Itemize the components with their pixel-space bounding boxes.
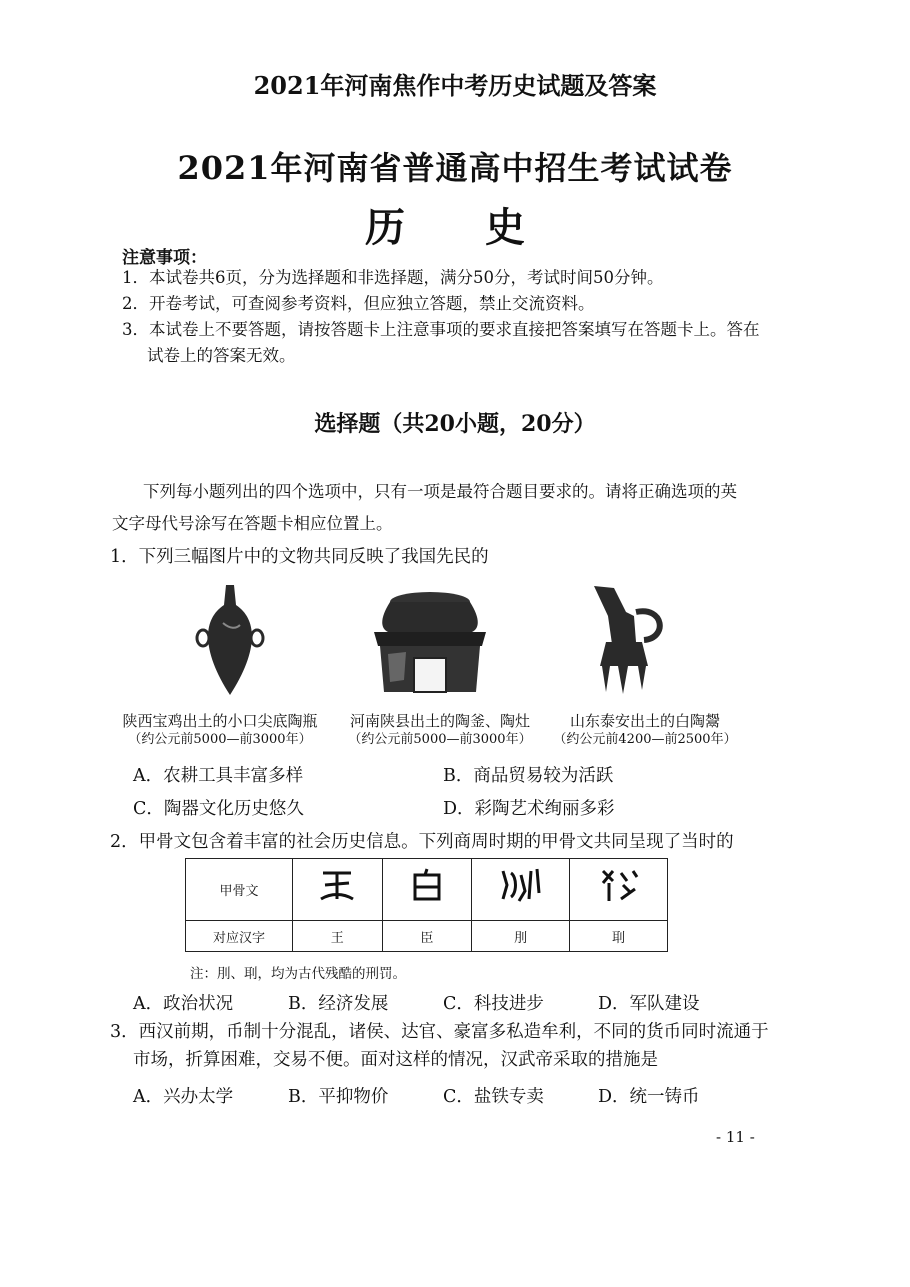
q2-note: 注：刖、刵，均为古代残酷的刑罚。 — [190, 966, 406, 982]
oracle-row-label: 甲骨文 — [186, 859, 293, 921]
q3-option-c[interactable]: C．盐铁专卖 — [443, 1087, 544, 1107]
note-item-1: 1．本试卷共6页，分为选择题和非选择题，满分50分，考试时间50分钟。 — [122, 268, 664, 287]
artifact-date-1: （约公元前5000—前3000年） — [128, 732, 312, 747]
q3-option-b[interactable]: B．平抑物价 — [288, 1087, 389, 1107]
artifact-caption-3: 山东泰安出土的白陶鬶 — [569, 712, 720, 730]
q1-option-d[interactable]: D．彩陶艺术绚丽多彩 — [443, 799, 615, 819]
page-number: - 11 - — [716, 1128, 755, 1146]
oracle-chen-icon — [382, 859, 472, 921]
q1-option-a[interactable]: A．农耕工具丰富多样 — [133, 766, 304, 786]
instructions-line-2: 文字母代号涂写在答题卡相应位置上。 — [112, 514, 393, 533]
instructions-line-1: 下列每小题列出的四个选项中，只有一项是最符合题目要求的。请将正确选项的英 — [143, 482, 737, 501]
character-yi: 刵 — [570, 921, 668, 952]
character-yue: 刖 — [472, 921, 570, 952]
section-title: 选择题（共20小题，20分） — [314, 411, 596, 437]
character-wang: 王 — [293, 921, 383, 952]
document-title: 2021年河南焦作中考历史试题及答案 — [253, 71, 657, 100]
note-item-2: 2．开卷考试，可查阅参考资料，但应独立答题，禁止交流资料。 — [122, 294, 595, 313]
q3-stem-line-2: 市场，折算困难，交易不便。面对这样的情况，汉武帝采取的措施是 — [133, 1050, 658, 1070]
artifact-caption-2: 河南陕县出土的陶釜、陶灶 — [349, 712, 530, 730]
q2-option-a[interactable]: A．政治状况 — [133, 994, 234, 1014]
q3-stem-line-1: 3．西汉前期，币制十分混乱，诸侯、达官、豪富多私造牟利，不同的货币同时流通于 — [110, 1022, 769, 1042]
character-row-label: 对应汉字 — [186, 921, 293, 952]
note-item-3: 3．本试卷上不要答题，请按答题卡上注意事项的要求直接把答案填写在答题卡上。答在 — [122, 320, 760, 339]
note-item-3-continued: 试卷上的答案无效。 — [147, 346, 296, 365]
artifact-date-2: （约公元前5000—前3000年） — [348, 732, 532, 747]
q2-option-c[interactable]: C．科技进步 — [443, 994, 544, 1014]
pointed-bottom-vase-icon — [190, 583, 270, 698]
oracle-yue-icon — [472, 859, 570, 921]
subject-title: 历史 — [365, 204, 605, 251]
q1-option-c[interactable]: C．陶器文化历史悠久 — [133, 799, 304, 819]
paper-title: 2021年河南省普通高中招生考试试卷 — [177, 149, 733, 187]
pottery-gui-icon — [588, 582, 672, 694]
oracle-wang-icon — [293, 859, 383, 921]
q3-option-a[interactable]: A．兴办太学 — [133, 1087, 234, 1107]
oracle-bone-table — [185, 858, 668, 952]
pottery-stove-icon — [370, 588, 490, 696]
q2-option-b[interactable]: B．经济发展 — [288, 994, 389, 1014]
oracle-yi-icon — [570, 859, 668, 921]
q1-option-b[interactable]: B．商品贸易较为活跃 — [443, 766, 614, 786]
q2-option-d[interactable]: D．军队建设 — [598, 994, 700, 1014]
character-chen: 臣 — [382, 921, 472, 952]
q3-option-d[interactable]: D．统一铸币 — [598, 1087, 700, 1107]
notes-heading: 注意事项： — [122, 248, 207, 268]
q1-stem: 1．下列三幅图片中的文物共同反映了我国先民的 — [110, 547, 489, 567]
q2-stem: 2．甲骨文包含着丰富的社会历史信息。下列商周时期的甲骨文共同呈现了当时的 — [110, 832, 734, 852]
artifact-caption-1: 陕西宝鸡出土的小口尖底陶瓶 — [122, 712, 318, 730]
artifact-date-3: （约公元前4200—前2500年） — [553, 732, 737, 747]
